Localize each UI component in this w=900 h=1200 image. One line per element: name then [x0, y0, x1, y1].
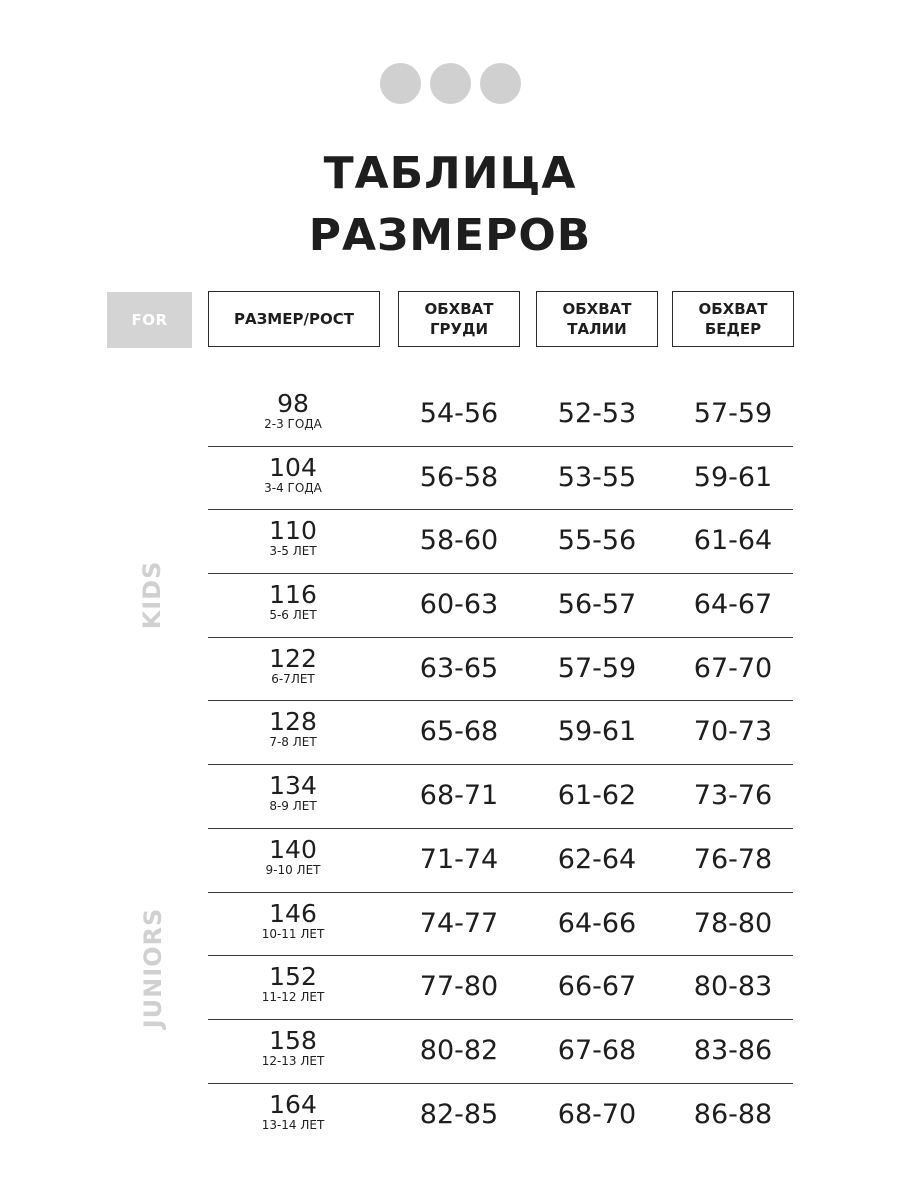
decorative-dots	[380, 63, 522, 105]
age-range: 6-7ЛЕТ	[271, 671, 315, 686]
side-label-juniors: JUNIORS	[139, 907, 167, 1029]
for-label: FOR	[107, 292, 192, 348]
waist-value: 64-66	[557, 907, 637, 939]
size-value: 146	[269, 898, 317, 928]
chest-value: 71-74	[419, 843, 499, 875]
age-range: 13-14 ЛЕТ	[261, 1117, 325, 1132]
chest-value: 60-63	[419, 589, 499, 621]
header-hips: ОБХВАТ БЕДЕР	[672, 291, 794, 347]
table-row	[208, 638, 793, 702]
hips-value: 78-80	[693, 907, 773, 939]
waist-value: 62-64	[557, 843, 637, 875]
hips-value: 70-73	[693, 716, 773, 748]
waist-value: 59-61	[557, 716, 637, 748]
chest-value: 80-82	[419, 1034, 499, 1066]
chest-value: 56-58	[419, 461, 499, 493]
age-range: 3-5 ЛЕТ	[269, 544, 317, 559]
size-cell	[208, 643, 378, 686]
size-cell	[208, 452, 378, 495]
hips-value: 61-64	[693, 525, 773, 557]
size-cell	[208, 391, 378, 431]
table-row	[208, 829, 793, 893]
hips-value: 67-70	[693, 652, 773, 684]
waist-value: 53-55	[557, 461, 637, 493]
chest-value: 77-80	[419, 971, 499, 1003]
age-range: 9-10 ЛЕТ	[265, 862, 321, 877]
age-range: 11-12 ЛЕТ	[261, 990, 325, 1005]
hips-value: 86-88	[693, 1098, 773, 1130]
chest-value: 54-56	[419, 398, 499, 429]
size-table	[208, 383, 793, 1147]
header-size-height: РАЗМЕР/РОСТ	[208, 291, 380, 347]
hips-value: 80-83	[693, 971, 773, 1003]
table-row	[208, 956, 793, 1020]
hips-value: 73-76	[693, 780, 773, 812]
size-value: 128	[269, 707, 317, 737]
size-value: 158	[269, 1025, 317, 1055]
size-value: 140	[269, 834, 317, 864]
table-row	[208, 765, 793, 829]
table-row	[208, 574, 793, 638]
size-value: 98	[277, 389, 309, 418]
hips-value: 59-61	[693, 461, 773, 493]
side-label-kids: KIDS	[138, 560, 166, 630]
waist-value: 61-62	[557, 780, 637, 812]
chest-value: 65-68	[419, 716, 499, 748]
table-row	[208, 701, 793, 765]
hips-value: 76-78	[693, 843, 773, 875]
table-row	[208, 1084, 793, 1148]
size-value: 164	[269, 1089, 317, 1119]
waist-value: 68-70	[557, 1098, 637, 1130]
table-row	[208, 1020, 793, 1084]
waist-value: 56-57	[557, 589, 637, 621]
size-value: 116	[269, 580, 317, 610]
age-range: 2-3 ГОДА	[264, 417, 322, 431]
page-title-line-1: ТАБЛИЦА	[323, 148, 577, 199]
size-cell	[208, 1089, 378, 1132]
chest-value: 58-60	[419, 525, 499, 557]
dot-3	[480, 63, 521, 104]
page-title-line-2: РАЗМЕРОВ	[308, 210, 592, 261]
size-cell	[208, 1025, 378, 1068]
table-row	[208, 383, 793, 447]
size-cell	[208, 898, 378, 941]
waist-value: 52-53	[557, 398, 637, 429]
table-row	[208, 447, 793, 511]
hips-value: 83-86	[693, 1034, 773, 1066]
dot-1	[380, 63, 421, 104]
table-row	[208, 510, 793, 574]
size-cell	[208, 709, 378, 749]
size-value: 134	[269, 771, 317, 801]
age-range: 7-8 ЛЕТ	[269, 735, 317, 750]
size-cell	[208, 518, 378, 558]
hips-value: 64-67	[693, 589, 773, 621]
age-range: 12-13 ЛЕТ	[261, 1053, 325, 1068]
age-range: 3-4 ГОДА	[264, 480, 322, 495]
chest-value: 68-71	[419, 780, 499, 812]
size-cell	[208, 582, 378, 622]
header-waist: ОБХВАТ ТАЛИИ	[536, 291, 658, 347]
size-value: 110	[269, 516, 317, 546]
chest-value: 74-77	[419, 907, 499, 939]
size-cell	[208, 964, 378, 1004]
size-value: 122	[269, 643, 317, 673]
size-cell	[208, 773, 378, 813]
waist-value: 66-67	[557, 971, 637, 1003]
chest-value: 63-65	[419, 652, 499, 684]
size-value: 152	[269, 962, 317, 992]
age-range: 5-6 ЛЕТ	[269, 608, 317, 623]
size-value: 104	[269, 452, 317, 482]
age-range: 10-11 ЛЕТ	[261, 926, 325, 941]
age-range: 8-9 ЛЕТ	[269, 799, 317, 814]
dot-2	[430, 63, 471, 104]
waist-value: 67-68	[557, 1034, 637, 1066]
waist-value: 55-56	[557, 525, 637, 557]
waist-value: 57-59	[557, 652, 637, 684]
header-chest: ОБХВАТ ГРУДИ	[398, 291, 520, 347]
size-cell	[208, 834, 378, 877]
table-row	[208, 893, 793, 957]
chest-value: 82-85	[419, 1098, 499, 1130]
hips-value: 57-59	[693, 398, 773, 429]
